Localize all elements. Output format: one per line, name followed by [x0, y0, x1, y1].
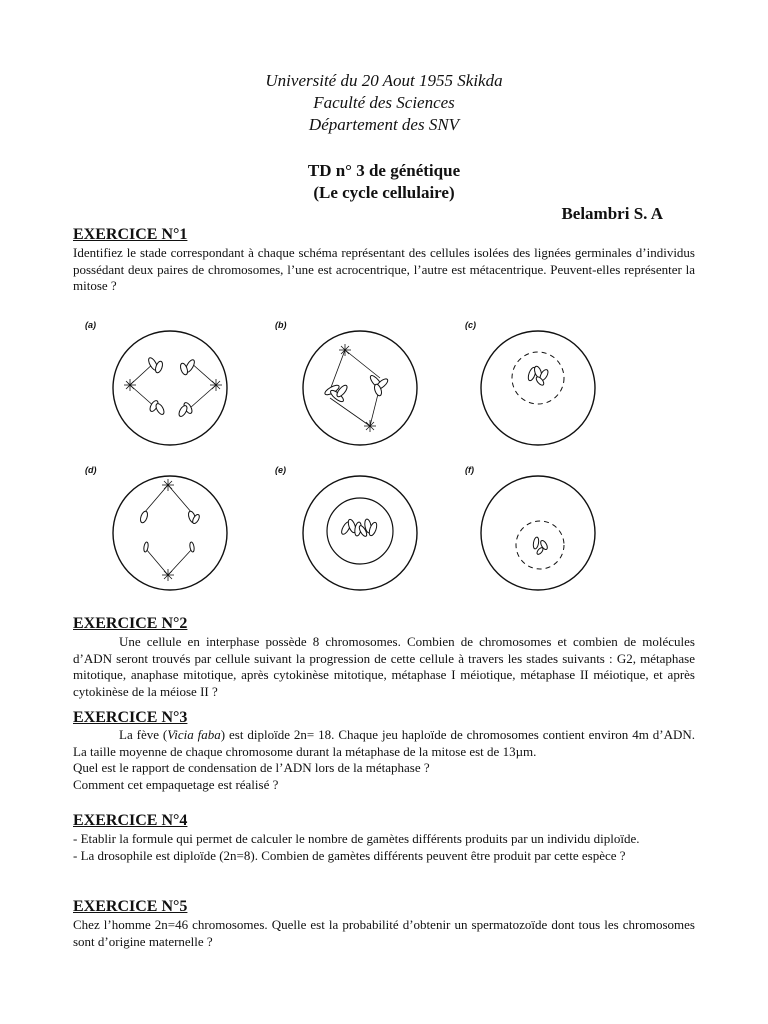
- exercise-5-heading: EXERCICE N°5: [73, 898, 188, 915]
- document-header: [0, 70, 768, 136]
- cell-diagrams: [80, 318, 640, 598]
- exercise-1-heading: EXERCICE N°1: [73, 226, 188, 243]
- figure-label-a: (a): [85, 320, 96, 330]
- cell-a-drawing: [80, 318, 240, 453]
- cell-diagram-e: [270, 463, 430, 598]
- exercise-5-text: [73, 917, 695, 950]
- exercise-2-heading: EXERCICE N°2: [73, 615, 188, 632]
- faculty-name: Faculté des Sciences: [313, 93, 455, 112]
- figure-label-e: (e): [275, 465, 286, 475]
- exercise-2-paragraph: Une cellule en interphase possède 8 chromosomes. Combien de chromosomes et combien de molécules d’ADN seront trouvés par cellule suivant la progression de cette cellule à travers les stades suivants : G2, métaphase mitotique, anaphase mitotique, après cytokinèse mitotique, métaphase I méiotique, métaphase II méiotique, et après cytokinèse de la méiose II ?: [73, 634, 695, 699]
- figure-label-b: (b): [275, 320, 287, 330]
- exercise-3-text: [73, 727, 695, 793]
- exercise-3-heading: EXERCICE N°3: [73, 709, 188, 726]
- exercise-1-text: [73, 245, 695, 295]
- exercise-2-text: [73, 634, 695, 700]
- cell-c-drawing: [460, 318, 620, 453]
- title-line-1: TD n° 3 de génétique: [307, 161, 461, 180]
- department-name: Département des SNV: [308, 115, 460, 134]
- exercise-4-item-2: - La drosophile est diploïde (2n=8). Combien de gamètes différents peuvent être produit par cette espèce ?: [73, 847, 626, 863]
- cell-d-drawing: [80, 463, 240, 598]
- university-name: Université du 20 Aout 1955 Skikda: [265, 71, 503, 90]
- figure-label-f: (f): [465, 465, 474, 475]
- exercise-3-text-pre: La fève (: [119, 727, 168, 742]
- figure-label-c: (c): [465, 320, 476, 330]
- document-title: [0, 160, 768, 204]
- cell-diagram-b: [270, 318, 430, 453]
- exercise-3-text-post: ) est diploïde 2n= 18. Chaque jeu haploïde de chromosomes contient environ 4m d’ADN. La taille moyenne de chaque chromosome durant la métaphase de la mitose est de 13µm.: [73, 727, 695, 759]
- exercise-1-paragraph: Identifiez le stade correspondant à chaque schéma représentant des cellules isolées des lignées germinales d’individus possédant deux paires de chromosomes, l’une est acrocentrique, l’autre est métacentrique. Peuvent-elles représenter la mitose ?: [73, 245, 695, 293]
- figure-label-d: (d): [85, 465, 97, 475]
- author-name: Belambri S. A: [561, 204, 663, 223]
- exercise-3-question-1: Quel est le rapport de condensation de l’ADN lors de la métaphase ?: [73, 760, 430, 775]
- exercise-4-text: [73, 831, 695, 864]
- title-line-2: (Le cycle cellulaire): [313, 183, 455, 202]
- exercise-3-paragraph: [73, 727, 695, 760]
- cell-e-drawing: [270, 463, 430, 598]
- exercise-5-paragraph: Chez l’homme 2n=46 chromosomes. Quelle est la probabilité d’obtenir un spermatozoïde dont tous les chromosomes sont d’origine maternelle ?: [73, 917, 695, 949]
- exercise-3-question-2: Comment cet empaquetage est réalisé ?: [73, 776, 279, 792]
- cell-diagram-d: [80, 463, 240, 598]
- cell-b-drawing: [270, 318, 430, 453]
- cell-f-drawing: [460, 463, 620, 598]
- exercise-4-item-1: - Etablir la formule qui permet de calculer le nombre de gamètes différents produits par un individu diploïde.: [73, 831, 640, 846]
- cell-diagram-a: [80, 318, 240, 453]
- exercise-4-heading: EXERCICE N°4: [73, 812, 188, 829]
- cell-diagram-c: [460, 318, 620, 453]
- species-name: Vicia faba: [167, 727, 221, 742]
- cell-diagram-f: [460, 463, 620, 598]
